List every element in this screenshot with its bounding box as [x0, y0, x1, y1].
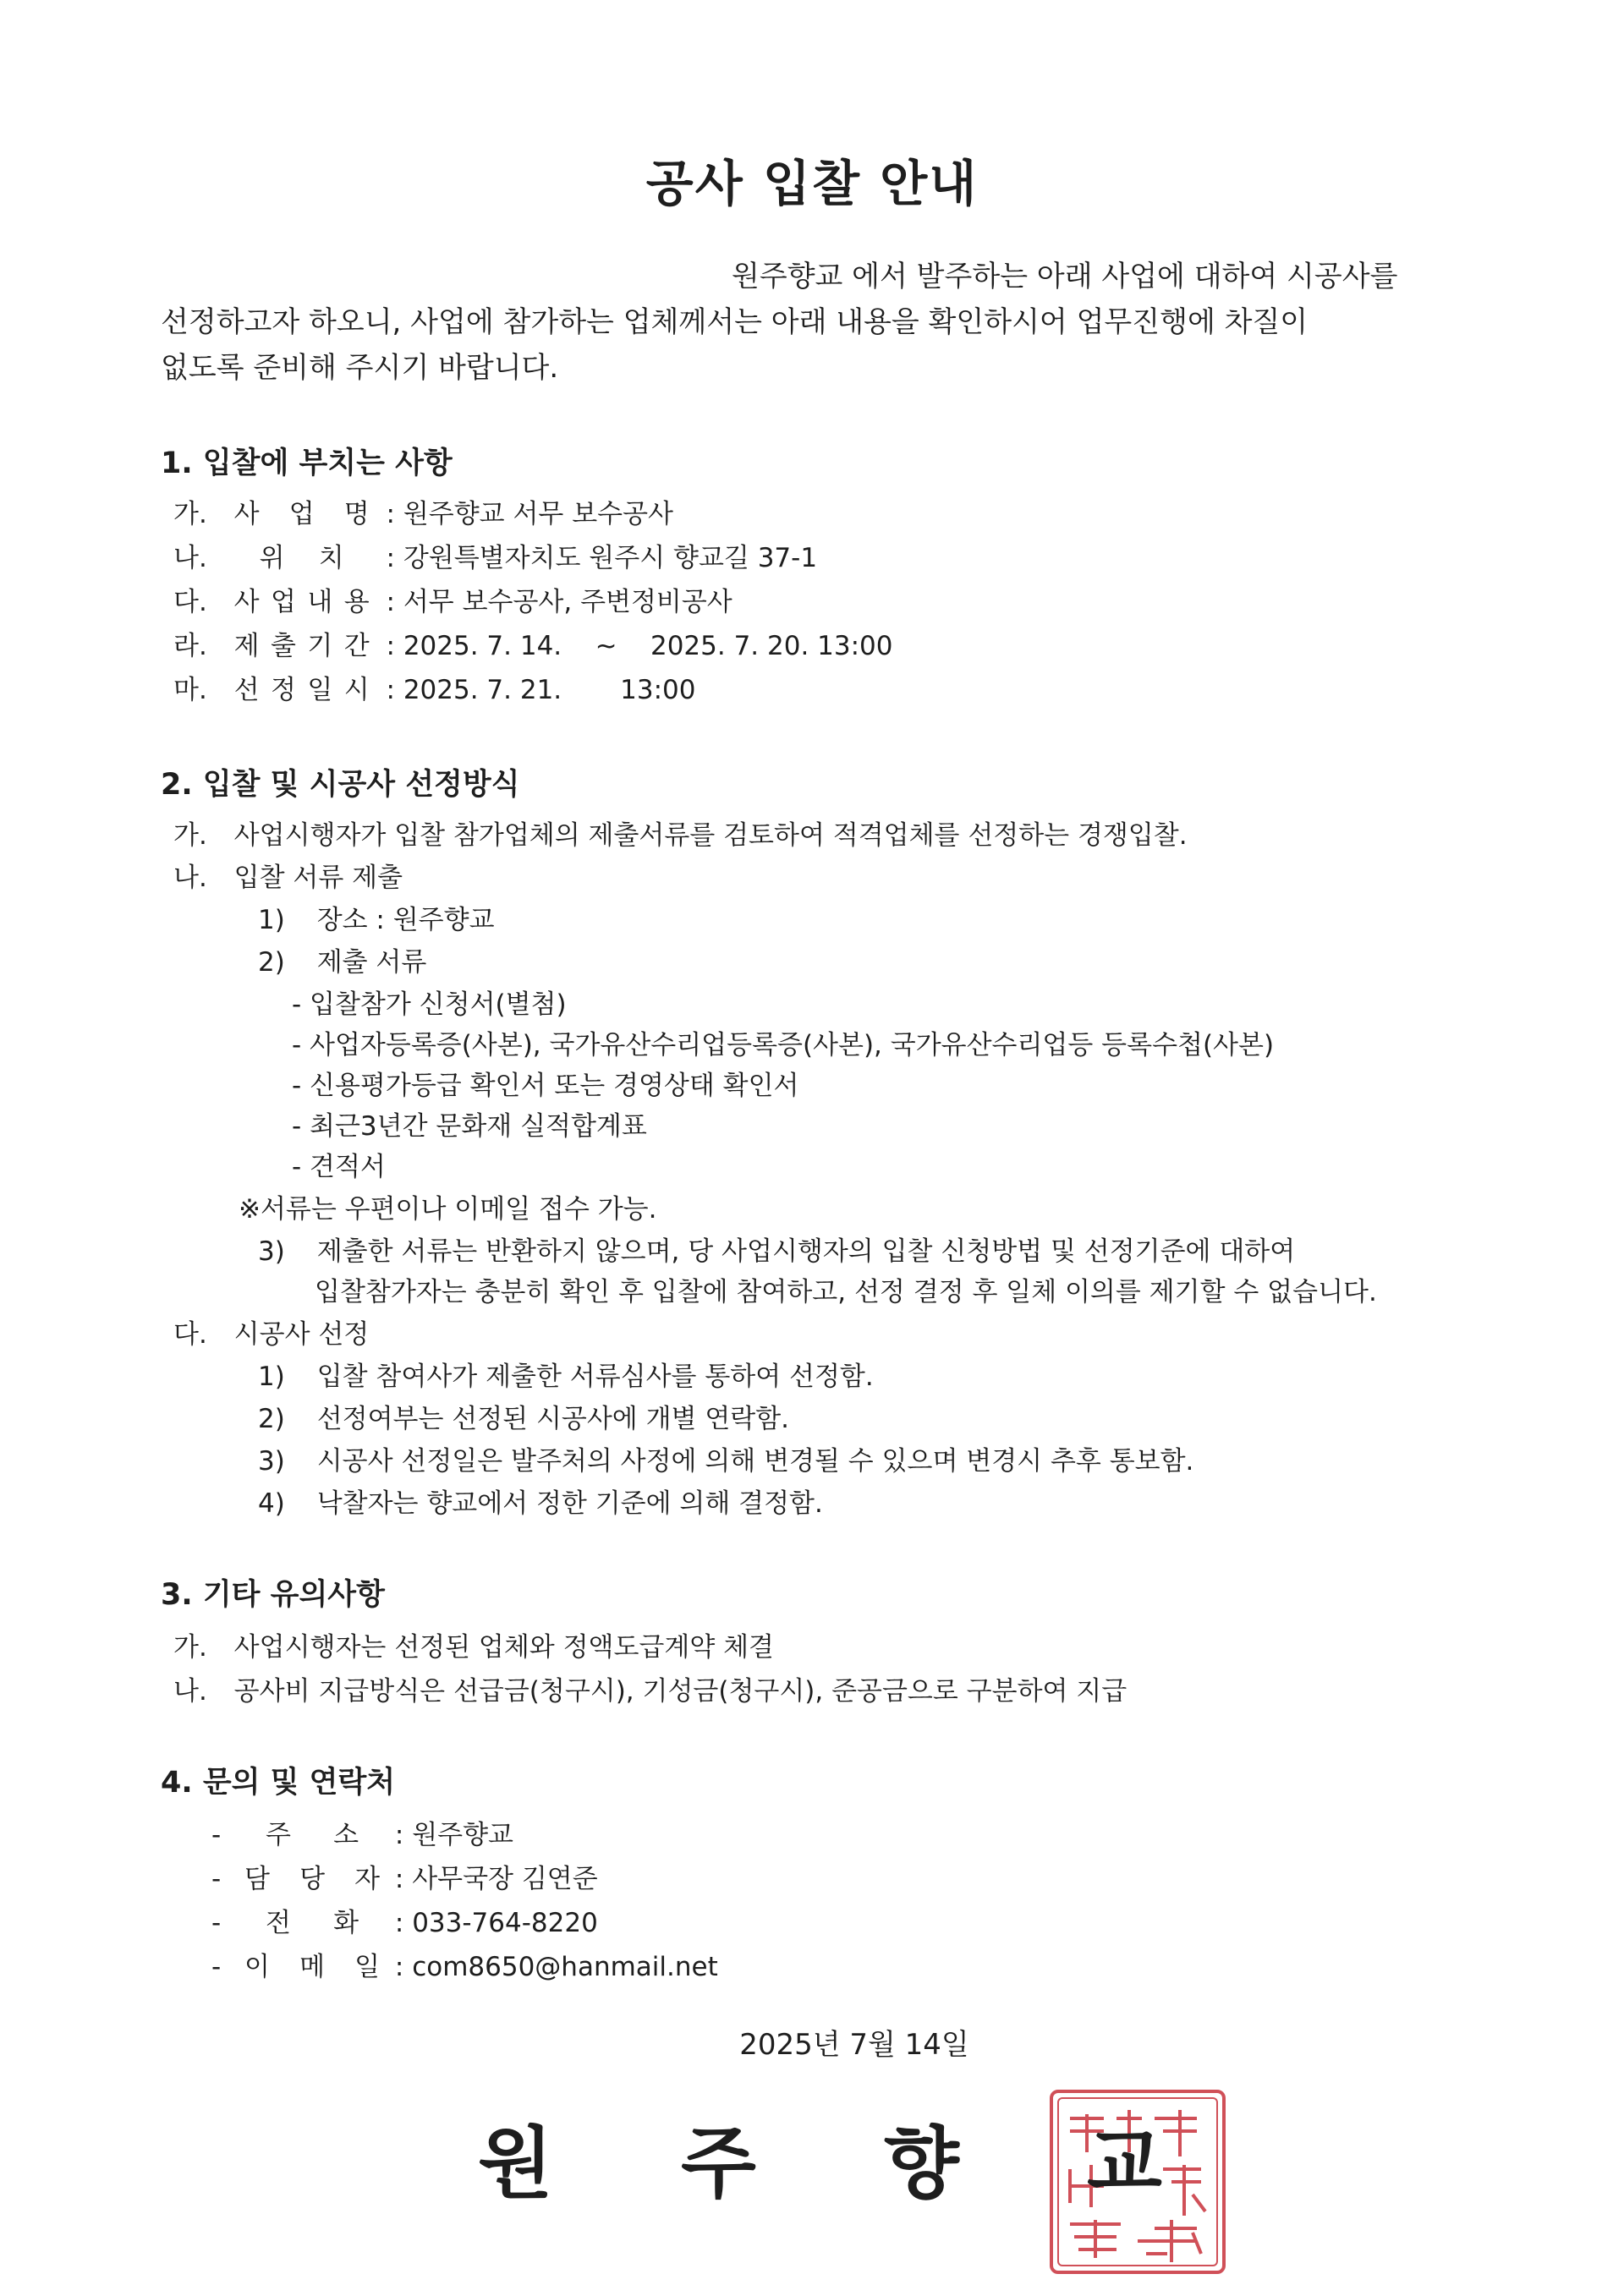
contact-label: 주 소 [266, 1820, 359, 1850]
s2-na-2 [258, 940, 426, 978]
s1-item-marker: 다. [173, 587, 207, 617]
section-2-heading: 2. 입찰 및 시공사 선정방식 [161, 768, 520, 802]
page-title: 공사 입찰 안내 [645, 155, 979, 212]
s2-da-item-num: 1) [258, 1362, 285, 1392]
doc-list-item: - 입찰참가 신청서(별첨) [292, 989, 567, 1020]
s2-da-item [258, 1482, 823, 1520]
s2-da-item-text: 시공사 선정일은 발주처의 사정에 의해 변경될 수 있으며 변경시 추후 통보함. [316, 1446, 1194, 1477]
s1-item-value: : 원주향교 서무 보수공사 [386, 499, 673, 529]
s2-na-1 [258, 898, 495, 936]
s1-item-5 [173, 668, 695, 706]
s2-na-marker: 나. [173, 863, 207, 893]
s1-item-value: : 서무 보수공사, 주변정비공사 [386, 587, 732, 617]
s1-item-marker: 마. [173, 675, 207, 705]
intro-line-3: 없도록 준비해 주시기 바랍니다. [161, 351, 559, 385]
s2-na-text: 입찰 서류 제출 [233, 863, 403, 893]
contact-marker: - [211, 1864, 222, 1894]
intro-line-2: 선정하고자 하오니, 사업에 참가하는 업체께서는 아래 내용을 확인하시어 업무진행에 차질이 [161, 305, 1309, 339]
contact-manager [211, 1857, 598, 1895]
s2-ga-text: 사업시행자가 입찰 참가업체의 제출서류를 검토하여 적격업체를 선정하는 경쟁입찰. [233, 820, 1188, 851]
s2-da-text: 시공사 선정 [233, 1319, 370, 1350]
contact-marker: - [211, 1820, 222, 1850]
documents-note: ※서류는 우편이나 이메일 접수 가능. [239, 1194, 657, 1225]
s2-da [173, 1312, 369, 1351]
doc-list-item: - 견적서 [292, 1152, 386, 1182]
contact-value: : 사무국장 김연준 [394, 1864, 598, 1894]
section-4-heading: 4. 문의 및 연락처 [161, 1766, 396, 1800]
s1-item-4 [173, 624, 893, 662]
s1-item-label: 선 정 일 시 [233, 675, 370, 705]
section-1-heading: 1. 입찰에 부치는 사항 [161, 447, 453, 480]
s1-item-label: 제 출 기 간 [233, 631, 370, 661]
s2-da-item [258, 1439, 1193, 1477]
contact-address [211, 1813, 513, 1851]
contact-value: : 원주향교 [394, 1820, 513, 1850]
contact-value: : 033-764-8220 [394, 1908, 598, 1938]
s1-item-label: 사 업 명 [233, 499, 370, 529]
s2-na-3-line-2: 입찰참가자는 충분히 확인 후 입찰에 참여하고, 선정 결정 후 일체 이의를 제기할 수 없습니다. [315, 1277, 1377, 1307]
s2-da-item [258, 1355, 874, 1393]
s2-na-2-text: 제출 서류 [316, 947, 427, 978]
s1-item-value: : 2025. 7. 14. ~ 2025. 7. 20. 13:00 [386, 631, 893, 661]
s2-ga-marker: 가. [173, 820, 207, 851]
s2-ga [173, 814, 1188, 852]
contact-value: : com8650@hanmail.net [394, 1952, 718, 1982]
s2-na-3-num: 3) [258, 1236, 285, 1267]
s1-item-value: : 2025. 7. 21. 13:00 [386, 675, 696, 705]
s1-item-2 [173, 536, 817, 574]
s1-item-1 [173, 492, 673, 530]
s1-item-marker: 라. [173, 631, 207, 661]
s3-item-marker: 나. [173, 1676, 207, 1707]
signature-char-1: 원 [478, 2118, 553, 2209]
signature-char-4: 교 [1087, 2118, 1162, 2209]
s2-na [173, 856, 403, 894]
s2-na-2-num: 2) [258, 947, 285, 978]
doc-list-item: - 신용평가등급 확인서 또는 경영상태 확인서 [292, 1071, 799, 1101]
s2-da-item [258, 1397, 789, 1435]
s2-da-item-num: 3) [258, 1446, 285, 1477]
s1-item-value: : 강원특별자치도 원주시 향교길 37-1 [386, 543, 818, 573]
s1-item-marker: 가. [173, 499, 207, 529]
signature-char-3: 향 [884, 2118, 959, 2209]
s2-da-item-num: 4) [258, 1488, 285, 1519]
contact-marker: - [211, 1908, 222, 1938]
s1-item-marker: 나. [173, 543, 207, 573]
s2-na-1-num: 1) [258, 905, 285, 935]
s1-item-3 [173, 580, 732, 618]
signature-char-2: 주 [681, 2118, 756, 2209]
intro-paragraph [161, 254, 1480, 391]
s2-da-item-text: 선정여부는 선정된 시공사에 개별 연락함. [316, 1404, 790, 1434]
s1-item-label: 사 업 내 용 [233, 587, 370, 617]
issue-date: 2025년 7월 14일 [739, 2028, 969, 2062]
contact-email [211, 1945, 718, 1983]
contact-label: 담 당 자 [244, 1864, 381, 1894]
s2-da-item-text: 낙찰자는 향교에서 정한 기준에 의해 결정함. [316, 1488, 823, 1519]
s3-item [173, 1625, 774, 1663]
s2-na-3-line-1: 제출한 서류는 반환하지 않으며, 당 사업시행자의 입찰 신청방법 및 선정기준에 대하여 [316, 1236, 1296, 1267]
s3-item-text: 공사비 지급방식은 선급금(청구시), 기성금(청구시), 준공금으로 구분하여 지급 [233, 1676, 1127, 1707]
s2-da-item-text: 입찰 참여사가 제출한 서류심사를 통하여 선정함. [316, 1362, 874, 1392]
contact-label: 전 화 [266, 1908, 359, 1938]
s3-item-marker: 가. [173, 1632, 207, 1663]
s3-item [173, 1669, 1127, 1707]
contact-label: 이 메 일 [244, 1952, 381, 1982]
s2-na-3 [258, 1230, 1295, 1268]
s1-item-label: 위 치 [259, 543, 344, 573]
s2-na-1-text: 장소 : 원주향교 [316, 905, 495, 935]
doc-list-item: - 사업자등록증(사본), 국가유산수리업등록증(사본), 국가유산수리업등 등록수첩(사본) [292, 1030, 1275, 1060]
doc-list-item: - 최근3년간 문화재 실적합계표 [292, 1111, 647, 1142]
contact-marker: - [211, 1952, 222, 1982]
contact-phone [211, 1901, 598, 1939]
intro-line-1: 원주향교 에서 발주하는 아래 사업에 대하여 시공사를 [732, 260, 1398, 293]
section-3-heading: 3. 기타 유의사항 [161, 1578, 385, 1612]
s2-da-item-num: 2) [258, 1404, 285, 1434]
s3-item-text: 사업시행자는 선정된 업체와 정액도급계약 체결 [233, 1632, 775, 1663]
s2-da-marker: 다. [173, 1319, 207, 1350]
